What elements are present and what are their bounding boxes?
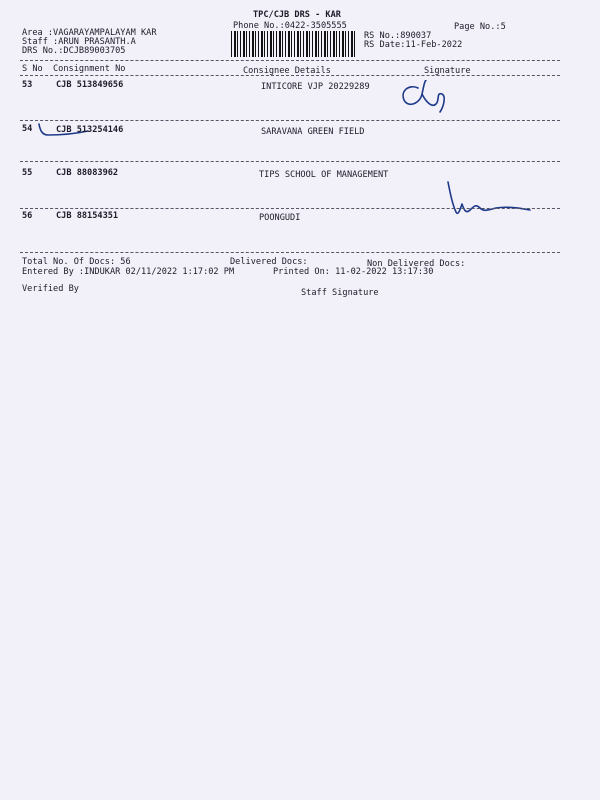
- row-consignment-no: CJB 513254146: [56, 125, 124, 135]
- document-title: TPC/CJB DRS - KAR: [253, 10, 341, 20]
- barcode: [231, 31, 357, 57]
- header-divider-top: [20, 60, 560, 61]
- footer-divider: [20, 252, 560, 253]
- row-consignment-no: CJB 88154351: [56, 211, 119, 221]
- column-header-sno: S No: [22, 64, 43, 74]
- signature-mark: [392, 80, 452, 120]
- signature-mark: [440, 172, 540, 218]
- delivered-docs: Delivered Docs:: [230, 257, 308, 267]
- page-number: Page No.:5: [454, 22, 506, 32]
- area-field: Area :VAGARAYAMPALAYAM KAR: [22, 28, 157, 38]
- header-divider-bottom: [20, 75, 560, 76]
- non-delivered-docs: Non Delivered Docs:: [367, 259, 466, 269]
- total-docs: Total No. Of Docs: 56: [22, 257, 131, 267]
- row-sno: 55: [22, 168, 33, 178]
- column-header-signature: Signature: [424, 66, 471, 76]
- row-divider: [20, 120, 560, 121]
- rs-date: RS Date:11-Feb-2022: [364, 40, 463, 50]
- row-sno: 54: [22, 124, 33, 134]
- row-consignment-no: CJB 88083962: [56, 168, 119, 178]
- drs-number: DRS No.:DCJB89003705: [22, 46, 126, 56]
- printed-on: Printed On: 11-02-2022 13:17:30: [273, 267, 434, 277]
- row-consignee: TIPS SCHOOL OF MANAGEMENT: [259, 170, 389, 180]
- staff-signature-label: Staff Signature: [301, 288, 379, 298]
- row-consignee: POONGUDI: [259, 213, 301, 223]
- column-header-consignment: Consignment No: [53, 64, 126, 74]
- row-divider: [20, 161, 560, 162]
- row-sno: 56: [22, 211, 33, 221]
- phone-number: Phone No.:0422-3505555: [233, 21, 347, 31]
- verified-by-label: Verified By: [22, 284, 79, 294]
- row-divider: [20, 208, 560, 209]
- staff-field: Staff :ARUN PRASANTH.A: [22, 37, 136, 47]
- column-header-consignee: Consignee Details: [243, 66, 331, 76]
- entered-by: Entered By :INDUKAR 02/11/2022 1:17:02 PM: [22, 267, 235, 277]
- row-consignment-no: CJB 513849656: [56, 80, 124, 90]
- row-consignee: INTICORE VJP 20229289: [261, 82, 370, 92]
- rs-number: RS No.:890037: [364, 31, 432, 41]
- row-sno: 53: [22, 80, 33, 90]
- row-consignee: SARAVANA GREEN FIELD: [261, 127, 365, 137]
